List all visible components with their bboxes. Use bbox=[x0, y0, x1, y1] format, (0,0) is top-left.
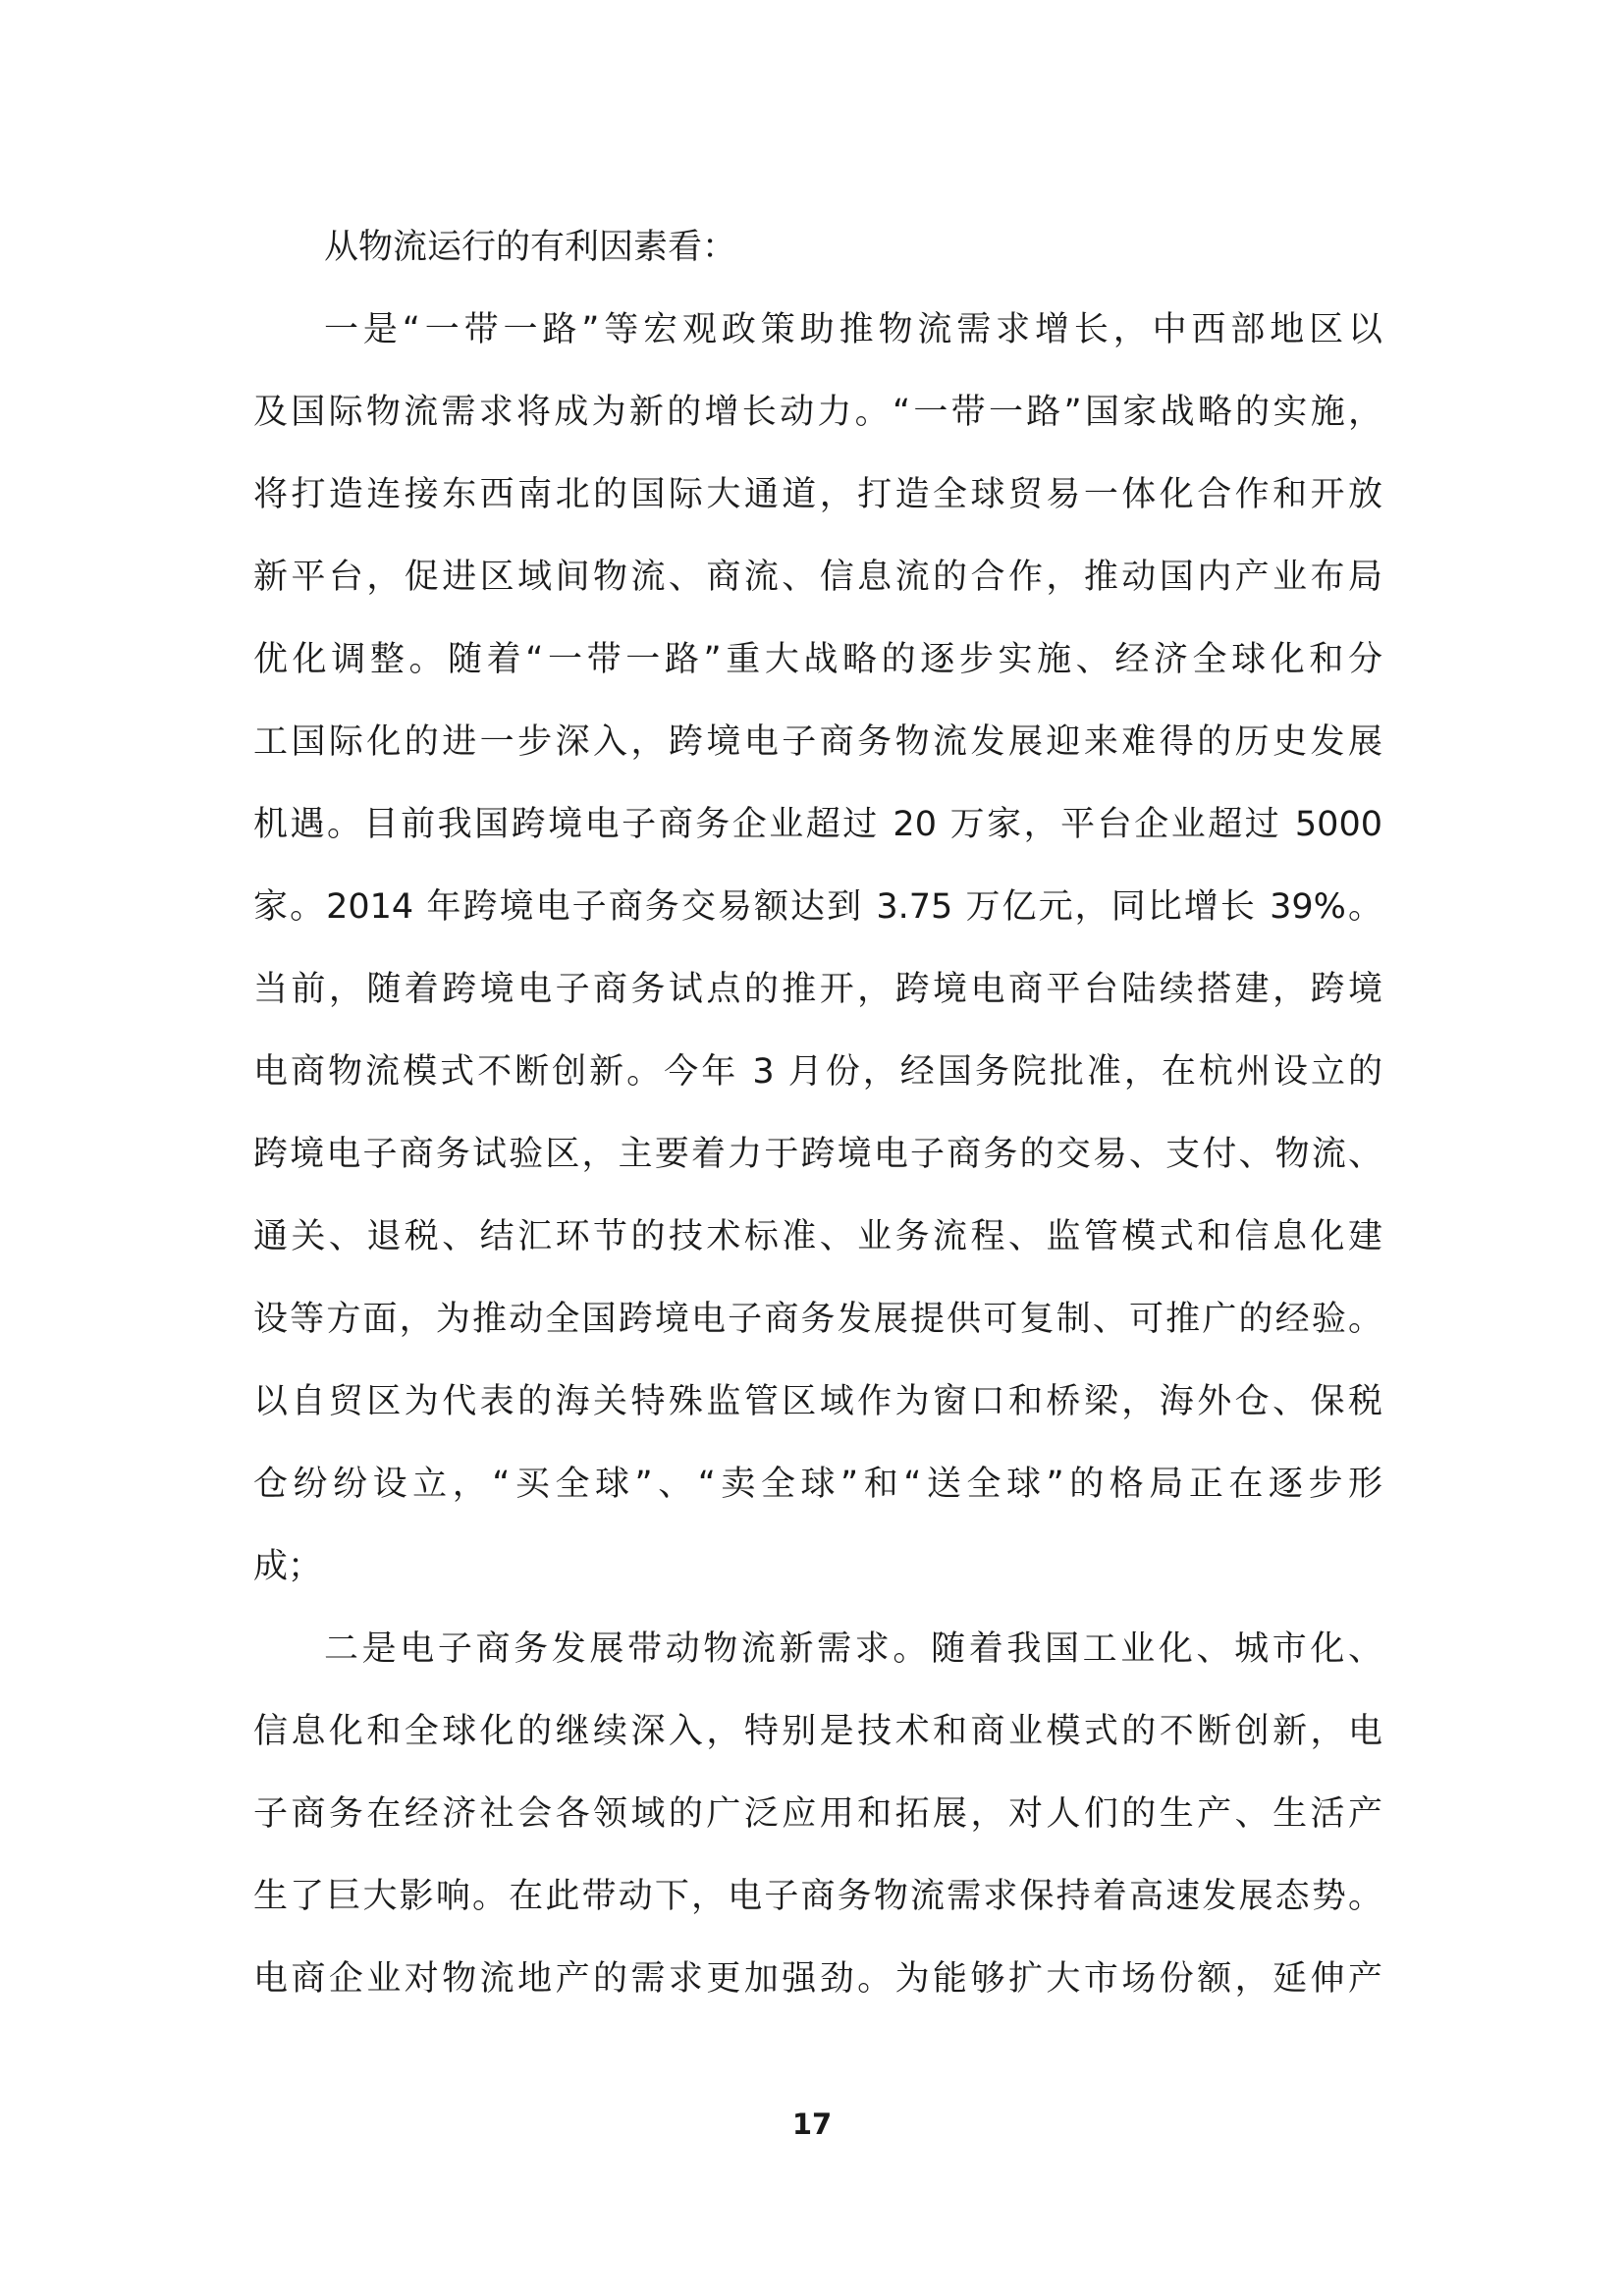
body-text-line: 当前，随着跨境电子商务试点的推开，跨境电商平台陆续搭建，跨境 bbox=[253, 970, 1382, 1009]
body-text-line: 设等方面，为推动全国跨境电子商务发展提供可复制、可推广的经验。 bbox=[253, 1300, 1382, 1339]
body-text-line: 优化调整。随着“一带一路”重大战略的逐步实施、经济全球化和分 bbox=[253, 640, 1382, 679]
body-text-line: 新平台，促进区域间物流、商流、信息流的合作，推动国内产业布局 bbox=[253, 558, 1382, 597]
page-number: 17 bbox=[791, 2108, 833, 2141]
body-text-line: 生了巨大影响。在此带动下，电子商务物流需求保持着高速发展态势。 bbox=[253, 1877, 1382, 1916]
body-text-line: 一是“一带一路”等宏观政策助推物流需求增长，中西部地区以 bbox=[324, 310, 1382, 349]
body-text-line: 成； bbox=[253, 1547, 323, 1586]
body-text-line: 电商企业对物流地产的需求更加强劲。为能够扩大市场份额，延伸产 bbox=[253, 1959, 1382, 1999]
body-text-line: 电商物流模式不断创新。今年 3 月份，经国务院批准，在杭州设立的 bbox=[253, 1052, 1382, 1092]
body-text-line: 将打造连接东西南北的国际大通道，打造全球贸易一体化合作和开放 bbox=[253, 475, 1382, 514]
body-text-line: 工国际化的进一步深入，跨境电子商务物流发展迎来难得的历史发展 bbox=[253, 722, 1382, 762]
body-text-line: 及国际物流需求将成为新的增长动力。“一带一路”国家战略的实施， bbox=[253, 393, 1382, 432]
body-text-line: 从物流运行的有利因素看： bbox=[324, 228, 737, 267]
body-text-line: 以自贸区为代表的海关特殊监管区域作为窗口和桥梁，海外仓、保税 bbox=[253, 1382, 1382, 1421]
body-text-line: 子商务在经济社会各领域的广泛应用和拓展，对人们的生产、生活产 bbox=[253, 1794, 1382, 1834]
body-text-line: 机遇。目前我国跨境电子商务企业超过 20 万家，平台企业超过 5000 bbox=[253, 805, 1382, 844]
body-text-line: 家。2014 年跨境电子商务交易额达到 3.75 万亿元，同比增长 39%。 bbox=[253, 887, 1382, 927]
body-text-line: 二是电子商务发展带动物流新需求。随着我国工业化、城市化、 bbox=[324, 1629, 1382, 1669]
body-text-line: 跨境电子商务试验区，主要着力于跨境电子商务的交易、支付、物流、 bbox=[253, 1135, 1382, 1174]
body-text-line: 通关、退税、结汇环节的技术标准、业务流程、监管模式和信息化建 bbox=[253, 1217, 1382, 1256]
body-text-line: 信息化和全球化的继续深入，特别是技术和商业模式的不断创新，电 bbox=[253, 1712, 1382, 1751]
body-text-line: 仓纷纷设立，“买全球”、“卖全球”和“送全球”的格局正在逐步形 bbox=[253, 1465, 1382, 1504]
